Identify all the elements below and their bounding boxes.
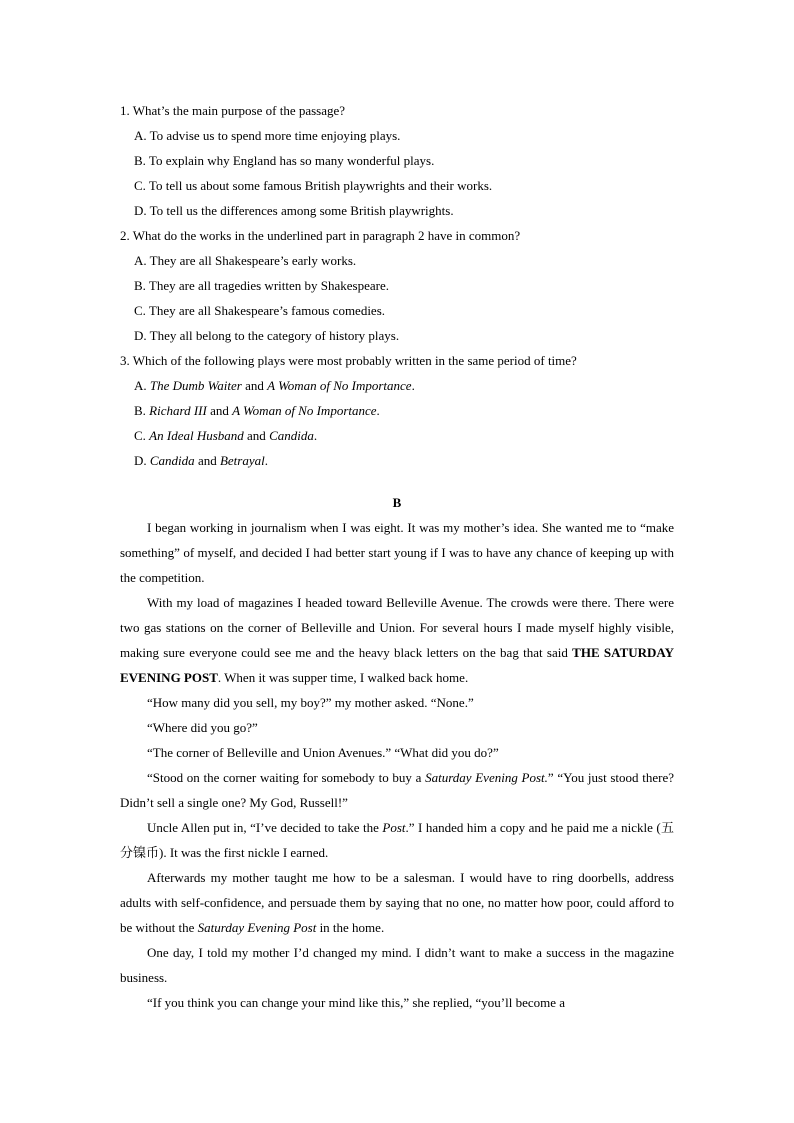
magazine-title: Saturday Evening Post. [425,770,548,785]
option-label: D. [134,453,147,468]
play-title: An Ideal Husband [149,428,244,443]
paragraph-9: One day, I told my mother I’d changed my mind. I didn’t want to make a success in the magazine business. [120,945,674,985]
paragraph-2-end: . When it was supper time, I walked back home. [217,670,469,685]
paragraph-8 [120,865,674,940]
play-title: A Woman of No Importance [232,403,377,418]
document-page [120,98,674,1015]
period: . [376,403,380,418]
section-b-title: B [392,495,402,510]
period: . [411,378,415,393]
question-1-option-b: B. To explain why England has so many wonderful plays. [134,153,435,168]
play-title: The Dumb Waiter [149,378,242,393]
section-spacer [120,473,674,490]
question-3-option-c [120,423,674,448]
paragraph-8-end: in the home. [319,920,385,935]
bag-lettering: THE SATURDAY EVENING POST [120,645,674,685]
question-1-option-d: D. To tell us the differences among some British playwrights. [134,203,454,218]
question-2-option-a: A. They are all Shakespeare’s early works. [134,253,357,268]
play-title: Candida [149,453,195,468]
period: . [264,453,268,468]
question-2-option-d: D. They all belong to the category of history plays. [134,328,400,343]
paragraph-5: “The corner of Belleville and Union Avenues.” “What did you do?” [147,745,499,760]
conjunction: and [247,428,266,443]
paragraph-2 [120,590,674,690]
question-3-stem: 3. Which of the following plays were most probably written in the same period of time? [120,353,577,368]
option-label: B. [134,403,146,418]
question-3-option-d [120,448,674,473]
play-title: A Woman of No Importance [267,378,412,393]
question-1-option-a: A. To advise us to spend more time enjoying plays. [134,128,401,143]
question-2-option-c: C. They are all Shakespeare’s famous comedies. [134,303,386,318]
option-label: C. [134,428,146,443]
play-title: Candida [269,428,314,443]
play-title: Richard III [149,403,207,418]
paragraph-6-end: ” “You just stood there? Didn’t sell a single one? My God, Russell!” [120,770,674,810]
paragraph-2-text: With my load of magazines I headed toward Belleville Avenue. The crowds were there. There were two gas stations on the corner of Belleville and Union. For several hours I made myself highly visible, making sure everyone could see me and the heavy black letters on the bag that said [120,595,674,660]
conjunction: and [245,378,264,393]
period: . [313,428,318,443]
question-1-option-c: C. To tell us about some famous British playwrights and their works. [134,178,493,193]
magazine-title: Post [382,820,406,835]
paragraph-6 [120,765,674,815]
paragraph-3: “How many did you sell, my boy?” my mother asked. “None.” [147,695,474,710]
paragraph-10: “If you think you can change your mind like this,” she replied, “you’ll become a [147,995,566,1010]
question-1-stem: 1. What’s the main purpose of the passage? [120,103,346,118]
paragraph-1: I began working in journalism when I was eight. It was my mother’s idea. She wanted me to “make something” of myself, and decided I had better start young if I was to have any chance of keeping up with the competition. [120,520,674,585]
conjunction: and [197,453,217,468]
question-2-stem: 2. What do the works in the underlined part in paragraph 2 have in common? [120,228,521,243]
paragraph-7-end: .” I handed him a copy and he paid me a nickle (五分镍币). It was the first nickle I earned. [120,820,674,860]
question-3-option-a [120,373,674,398]
paragraph-7 [120,815,674,865]
paragraph-4: “Where did you go?” [147,720,258,735]
paragraph-6-text: “Stood on the corner waiting for somebody to buy a [147,770,422,785]
paragraph-7-text: Uncle Allen put in, “I’ve decided to take the [147,820,379,835]
option-label: A. [134,378,147,393]
play-title: Betrayal [219,453,265,468]
conjunction: and [210,403,229,418]
paragraph-8-text: Afterwards my mother taught me how to be a salesman. I would have to ring doorbells, address adults with self-confidence, and persuade them by saying that no one, no matter how poor, could afford to be without the [120,870,674,935]
question-2-option-b: B. They are all tragedies written by Shakespeare. [134,278,389,293]
magazine-title: Saturday Evening Post [197,920,317,935]
question-3-option-b [120,398,674,423]
